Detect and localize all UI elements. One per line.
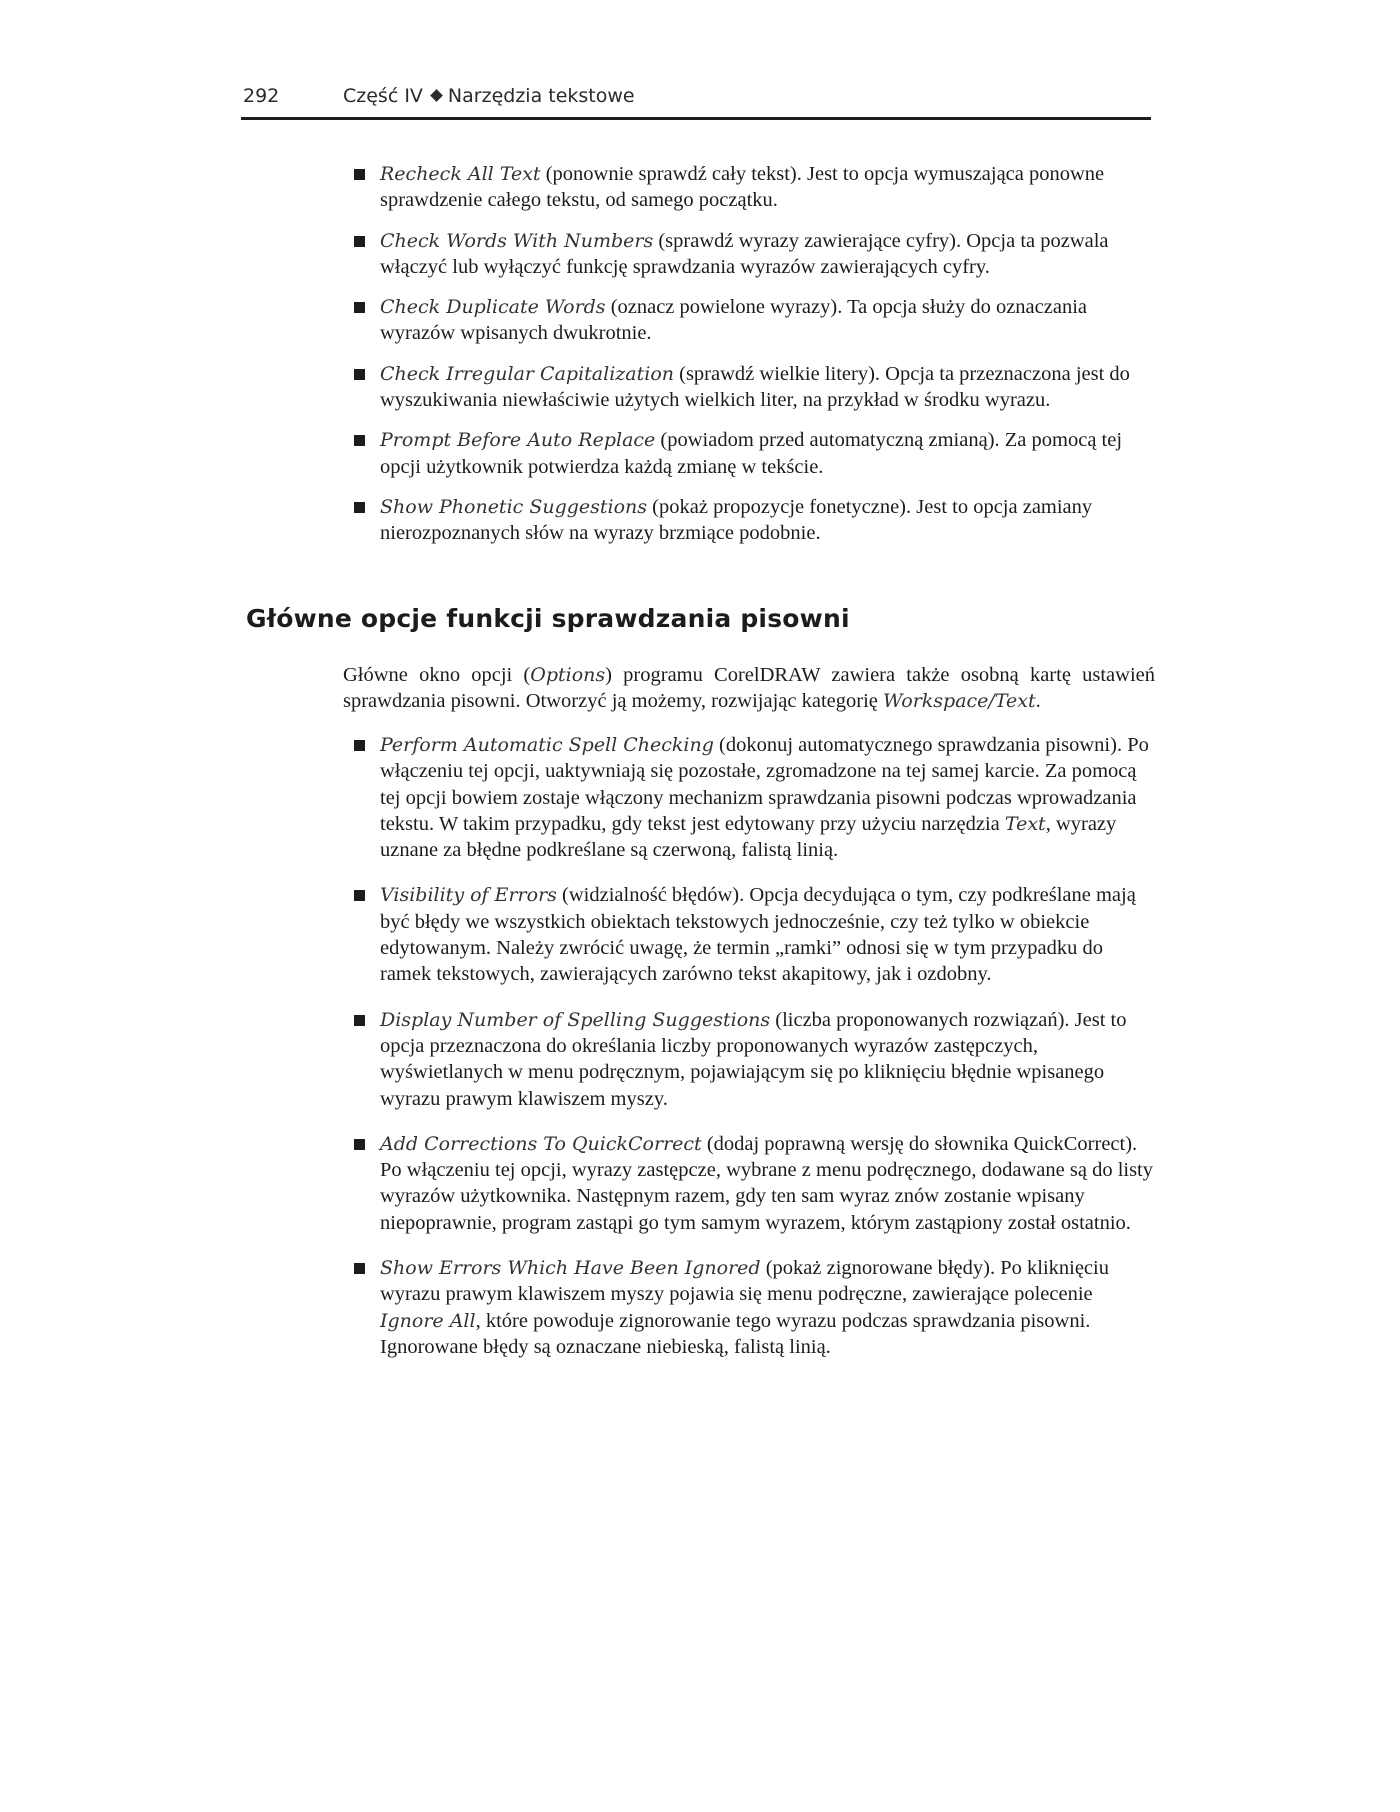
- section-intro: [343, 662, 1155, 715]
- option-inline-term: Ignore All: [380, 1309, 476, 1332]
- option-term: Prompt Before Auto Replace: [380, 429, 656, 452]
- square-bullet-icon: [354, 890, 365, 901]
- intro-text: .: [1035, 690, 1041, 713]
- intro-text: Główne okno opcji (: [343, 664, 531, 686]
- square-bullet-icon: [354, 1139, 365, 1150]
- option-description: (powiadom przed automatyczną zmianą). Za pomocą tej opcji użytkownik potwierdza każdą zmianę w tekście.: [380, 429, 1123, 478]
- list-item: [354, 1255, 1154, 1360]
- list-item: [354, 1131, 1154, 1236]
- square-bullet-icon: [354, 502, 365, 513]
- option-term: Visibility of Errors: [380, 884, 557, 907]
- option-term: Check Words With Numbers: [380, 229, 654, 252]
- option-description: (ponownie sprawdź cały tekst). Jest to opcja wymuszająca ponowne sprawdzenie całego tekstu, od samego początku.: [380, 163, 1105, 212]
- option-term: Add Corrections To QuickCorrect: [380, 1132, 702, 1155]
- list-item: [354, 294, 1154, 347]
- square-bullet-icon: [354, 1263, 365, 1274]
- option-description: (liczba proponowanych rozwiązań). Jest to opcja przeznaczona do określania liczby proponowanych wyrazów zastępczych, wyświetlanych w menu podręcznym, pojawiającym się po kliknięciu błędnie wpisanego wyrazu prawym klawiszem myszy.: [380, 1008, 1127, 1110]
- section-heading: Główne opcje funkcji sprawdzania pisowni: [246, 604, 850, 633]
- square-bullet-icon: [354, 740, 365, 751]
- intro-term-workspace: Workspace/Text: [883, 690, 1036, 713]
- running-title: [343, 83, 635, 109]
- diamond-icon: [430, 89, 443, 102]
- list-item: [354, 161, 1154, 214]
- part-label: Część IV: [343, 85, 423, 107]
- list-item: [354, 228, 1154, 281]
- intro-text: ) programu CorelDRAW zawiera także osobną kartę ustawień sprawdzania pisowni. Otworzyć ją możemy, rozwijając kategorię: [343, 664, 1155, 713]
- list-item: [354, 732, 1154, 863]
- option-inline-term: Text: [1004, 812, 1046, 835]
- option-description: (pokaż zignorowane błędy). Po kliknięciu wyrazu prawym klawiszem myszy pojawia się menu podręczne, zawierające polecenie: [380, 1257, 1109, 1306]
- chapter-label: Narzędzia tekstowe: [447, 85, 635, 107]
- page-header: [241, 83, 1151, 120]
- intro-term-options: Options: [530, 664, 606, 686]
- options-list-bottom: [354, 732, 1154, 1379]
- option-term: Show Errors Which Have Been Ignored: [380, 1257, 761, 1280]
- square-bullet-icon: [354, 302, 365, 313]
- option-term: Display Number of Spelling Suggestions: [380, 1008, 771, 1031]
- option-term: Show Phonetic Suggestions: [380, 495, 648, 518]
- square-bullet-icon: [354, 236, 365, 247]
- list-item: [354, 361, 1154, 414]
- option-description: , które powoduje zignorowanie tego wyrazu podczas sprawdzania pisowni. Ignorowane błędy są oznaczane niebieską, falistą linią.: [380, 1309, 1091, 1358]
- page-number: 292: [243, 85, 280, 107]
- option-description: (oznacz powielone wyrazy). Ta opcja służy do oznaczania wyrazów wpisanych dwukrotnie.: [380, 296, 1087, 345]
- square-bullet-icon: [354, 435, 365, 446]
- list-item: [354, 1007, 1154, 1112]
- option-description: , wyrazy uznane za błędne podkreślane są czerwoną, falistą linią.: [380, 812, 1117, 862]
- square-bullet-icon: [354, 1015, 365, 1026]
- list-item: [354, 427, 1154, 480]
- option-term: Recheck All Text: [380, 163, 541, 185]
- square-bullet-icon: [354, 169, 365, 180]
- options-list-top: [354, 161, 1154, 561]
- square-bullet-icon: [354, 369, 365, 380]
- option-term: Check Irregular Capitalization: [380, 362, 674, 385]
- option-description: (widzialność błędów). Opcja decydująca o tym, czy podkreślane mają być błędy we wszystkich obiektach tekstowych jednocześnie, czy też tylko w obiekcie edytowanym. Należy zwrócić uwagę, że termin „ramki” odnosi się w tym przypadku do ramek tekstowych, zawierających zarówno tekst akapitowy, jak i ozdobny.: [380, 884, 1136, 986]
- option-description: (dokonuj automatycznego sprawdzania pisowni). Po włączeniu tej opcji, uaktywniają się pozostałe, zgromadzone na tej samej karcie. Za pomocą tej opcji bowiem zostaje włączony mechanizm sprawdzania pisowni podczas wprowadzania tekstu. W takim przypadku, gdy tekst jest edytowany przy użyciu narzędzia: [380, 734, 1149, 835]
- list-item: [354, 882, 1154, 987]
- option-term: Perform Automatic Spell Checking: [380, 734, 714, 756]
- list-item: [354, 494, 1154, 547]
- option-term: Check Duplicate Words: [380, 296, 606, 319]
- option-description: (sprawdź wielkie litery). Opcja ta przeznaczona jest do wyszukiwania niewłaściwie użytych wielkich liter, na przykład w środku wyrazu.: [380, 362, 1130, 412]
- option-description: (dodaj poprawną wersję do słownika QuickCorrect). Po włączeniu tej opcji, wyrazy zastępcze, wybrane z menu podręcznego, dodawane są do listy wyrazów użytkownika. Następnym razem, gdy ten sam wyraz znów zostanie wpisany niepoprawnie, program zastąpi go tym samym wyrazem, którym zastąpiony został ostatnio.: [380, 1132, 1154, 1234]
- option-description: (pokaż propozycje fonetyczne). Jest to opcja zamiany nierozpoznanych słów na wyrazy brzmiące podobnie.: [380, 495, 1093, 545]
- option-description: (sprawdź wyrazy zawierające cyfry). Opcja ta pozwala włączyć lub wyłączyć funkcję sprawdzania wyrazów zawierających cyfry.: [380, 229, 1109, 278]
